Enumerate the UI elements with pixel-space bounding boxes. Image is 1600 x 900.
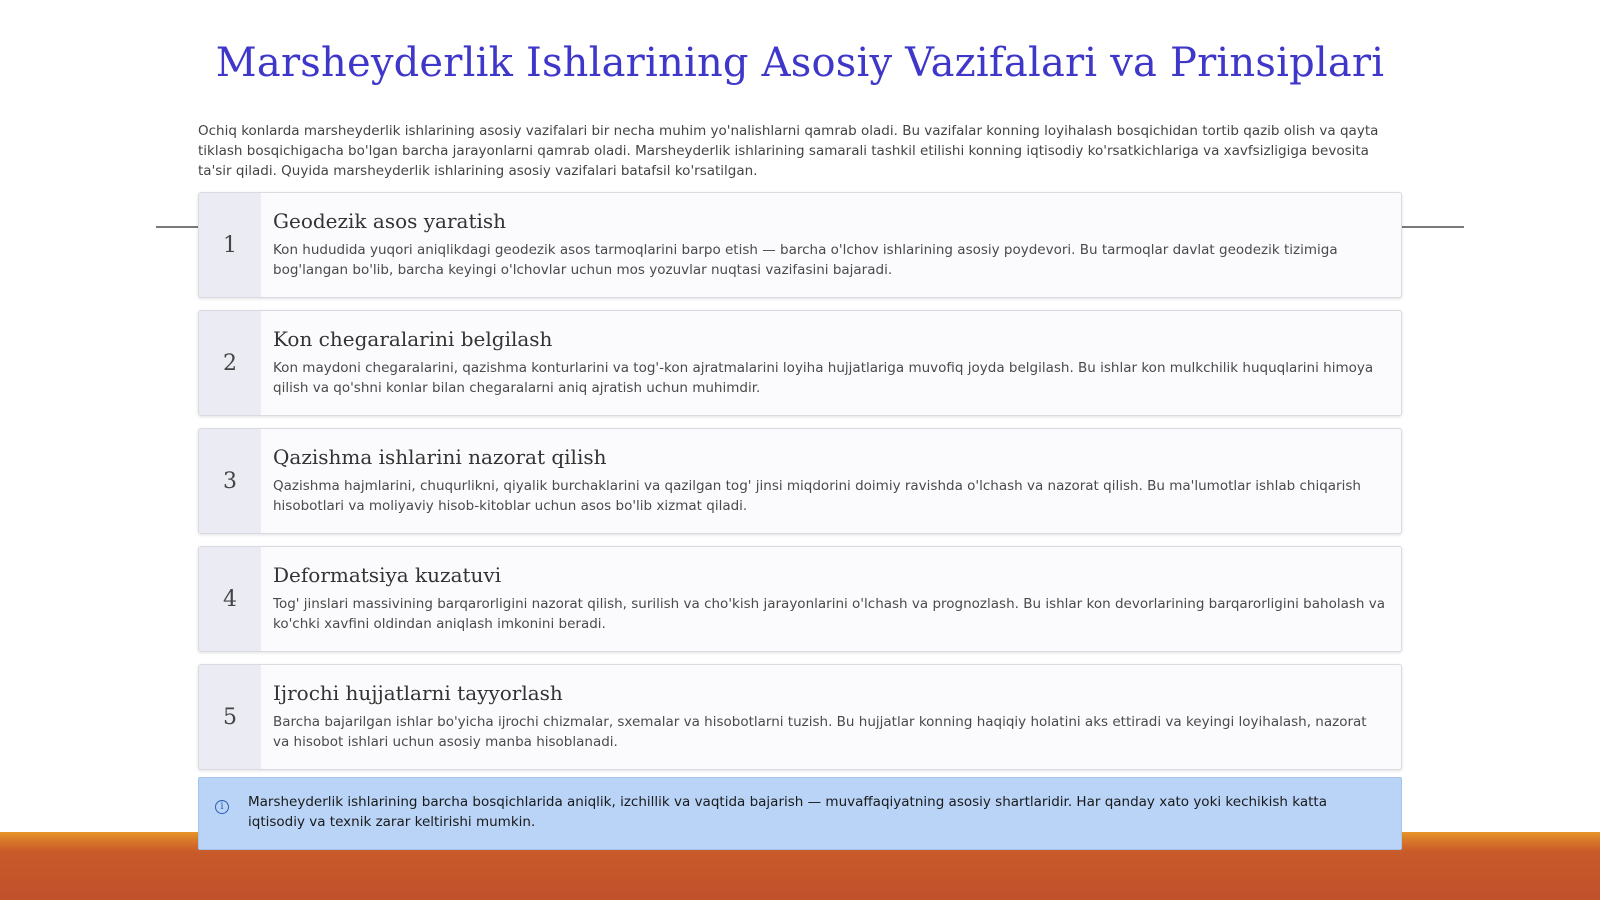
task-card [198, 310, 1402, 416]
task-description: Kon hududida yuqori aniqlikdagi geodezik asos tarmoqlarini barpo etish — barcha o'lchov ishlarining asosiy poydevori. Bu tarmoqlar davlat geodezik tizimiga bog'langan bo'lib, barcha keyingi o'lchovlar uchun mos yozuvlar nuqtasi vazifasini bajaradi. [273, 242, 1338, 278]
task-title: Deformatsiya kuzatuvi [273, 563, 502, 587]
task-content [261, 429, 1401, 533]
task-list [198, 192, 1402, 782]
task-number: 3 [199, 429, 261, 533]
task-title: Qazishma ishlarini nazorat qilish [273, 445, 607, 469]
task-description: Tog' jinslari massivining barqarorligini nazorat qilish, surilish va cho'kish jarayonlarini o'lchash va prognozlash. Bu ishlar kon devorlarining barqarorligini baholash va ko'chki xavfini oldindan aniqlash imkonini beradi. [273, 596, 1385, 632]
decorative-line-left [156, 226, 200, 228]
info-callout [198, 777, 1402, 850]
info-callout-text: Marsheyderlik ishlarining barcha bosqichlarida aniqlik, izchillik va vaqtida bajarish — muvaffaqiyatning asosiy shartlaridir. Har qanday xato yoki kechikish katta iqtisodiy va texnik zarar keltirishi mumkin. [248, 794, 1327, 830]
task-title: Ijrochi hujjatlarni tayyorlash [273, 681, 563, 705]
task-description: Qazishma hajmlarini, chuqurlikni, qiyalik burchaklarini va qazilgan tog' jinsi miqdorini doimiy ravishda o'lchash va nazorat qilish. Bu ma'lumotlar ishlab chiqarish hisobotlari va moliyaviy hisob-kitoblar uchun asos bo'lib xizmat qiladi. [273, 478, 1361, 514]
task-title: Geodezik asos yaratish [273, 209, 507, 233]
task-number: 4 [199, 547, 261, 651]
task-number: 1 [199, 193, 261, 297]
task-description: Kon maydoni chegaralarini, qazishma konturlarini va tog'-kon ajratmalarini loyiha hujjatlariga muvofiq joyda belgilash. Bu ishlar kon mulkchilik huquqlarini himoya qilish va qo'shni konlar bilan chegaralarni aniq ajratish uchun muhimdir. [273, 360, 1374, 396]
task-title: Kon chegaralarini belgilash [273, 327, 553, 351]
task-description: Barcha bajarilgan ishlar bo'yicha ijrochi chizmalar, sxemalar va hisobotlarni tuzish. Bu hujjatlar konning haqiqiy holatini aks ettiradi va keyingi loyihalash, nazorat va hisobot ishlari uchun asosiy manba hisoblanadi. [273, 714, 1367, 750]
task-content [261, 547, 1401, 651]
task-card [198, 664, 1402, 770]
task-content [261, 665, 1401, 769]
task-content [261, 311, 1401, 415]
decorative-line-right [1400, 226, 1464, 228]
task-content [261, 193, 1401, 297]
task-number: 5 [199, 665, 261, 769]
task-card [198, 428, 1402, 534]
task-card [198, 192, 1402, 298]
intro-paragraph: Ochiq konlarda marsheyderlik ishlarining asosiy vazifalari bir necha muhim yo'nalishlarni qamrab oladi. Bu vazifalar konning loyihalash bosqichidan tortib qazib olish va qayta tiklash bosqichigacha bo'lgan barcha jarayonlarni qamrab oladi. Marsheyderlik ishlarining samarali tashkil etilishi konning iqtisodiy ko'rsatkichlariga va xavfsizligiga bevosita ta'sir qiladi. Quyida marsheyderlik ishlarining asosiy vazifalari batafsil ko'rsatilgan. [198, 123, 1379, 179]
info-icon: i [215, 800, 229, 814]
task-number: 2 [199, 311, 261, 415]
task-card [198, 546, 1402, 652]
page-title: Marsheyderlik Ishlarining Asosiy Vazifalari va Prinsiplari [215, 40, 1385, 86]
